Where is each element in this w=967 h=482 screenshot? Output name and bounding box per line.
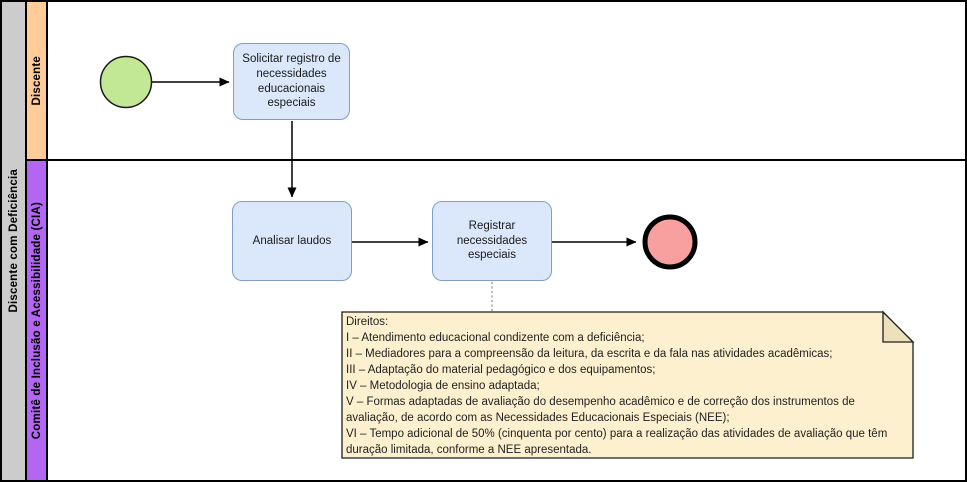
note-line: V – Formas adaptadas de avaliação do desempenho acadêmico e de correção dos instrumentos de xyxy=(346,396,855,408)
task-analisar-laudos xyxy=(232,201,352,281)
start-event xyxy=(101,57,152,108)
task-registrar-necessidades-label: Registrar necessidades especiais xyxy=(456,219,528,262)
note-line: I – Atendimento educacional condizente com a deficiência; xyxy=(346,332,645,344)
note-line: II – Mediadores para a compreensão da leitura, da escrita e da fala nas atividades acadêmicas; xyxy=(346,348,833,360)
task-solicitar-registro xyxy=(233,43,350,120)
pool-label-text: Discente com Deficiência xyxy=(7,169,20,313)
note-line: avaliação, de acordo com as Necessidades Educacionais Especiais (NEE); xyxy=(346,412,730,424)
note-line: duração limitada, conforme a NEE apresentada. xyxy=(346,444,592,456)
lane-label-comite-cia-text: Comitê de Inclusão e Acessibilidade (CIA) xyxy=(30,201,43,440)
note-line: VI – Tempo adicional de 50% (cinquenta por cento) para a realização das atividades de avaliação que têm xyxy=(346,428,888,440)
end-event xyxy=(645,217,695,267)
task-analisar-laudos-label: Analisar laudos xyxy=(252,234,332,247)
note-line: IV – Metodologia de ensino adaptada; xyxy=(346,380,540,392)
note-direitos xyxy=(346,314,908,458)
lane-label-discente-text: Discente xyxy=(30,55,43,106)
note-line: Direitos: xyxy=(346,316,389,328)
task-registrar-necessidades xyxy=(432,201,552,281)
note-line: III – Adaptação do material pedagógico e dos equipamentos; xyxy=(346,364,656,376)
task-solicitar-registro-label: Solicitar registro de necessidades educacionais especiais xyxy=(242,52,341,110)
